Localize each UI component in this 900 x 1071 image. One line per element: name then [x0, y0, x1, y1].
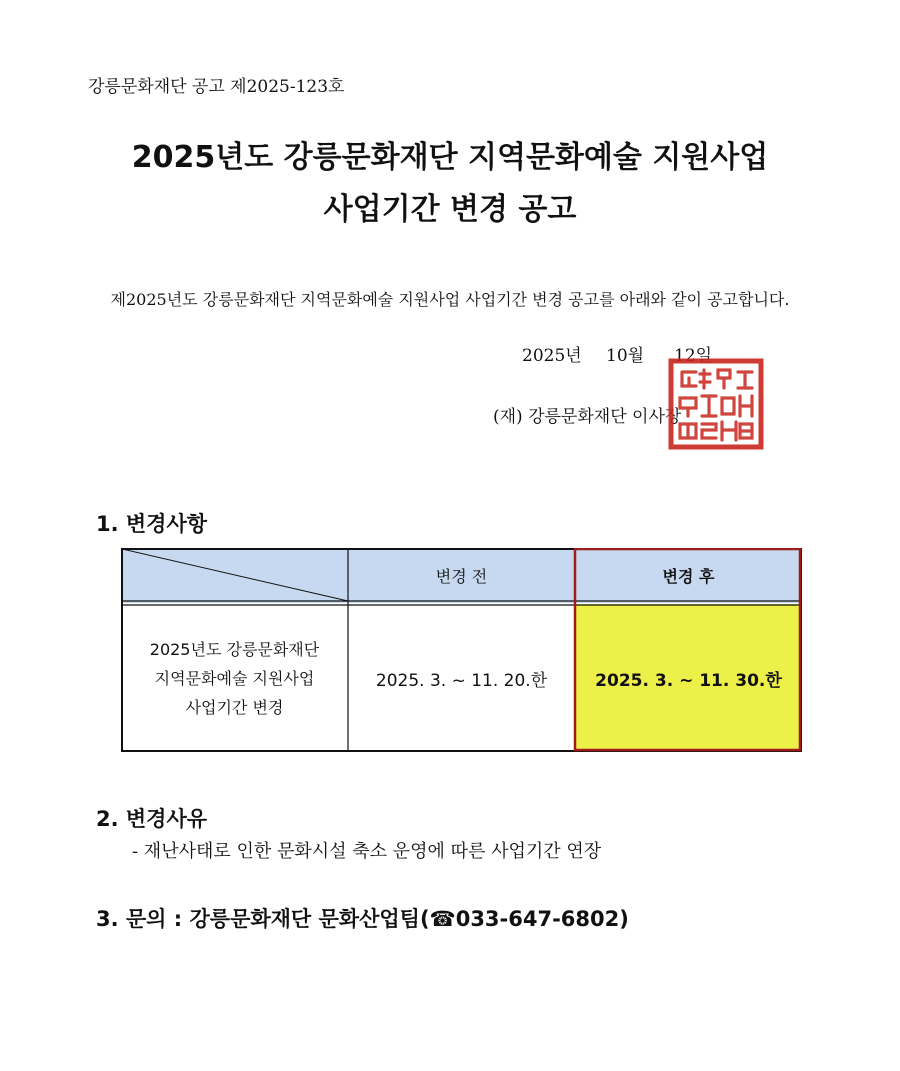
section-change-heading: 1. 변경사항 — [96, 512, 208, 536]
reason-text: - 재난사태로 인한 문화시설 축소 운영에 따른 사업기간 연장 — [132, 841, 602, 862]
date-month: 10월 — [606, 346, 645, 366]
document-number: 강릉문화재단 공고 제2025-123호 — [88, 77, 345, 97]
title-line-2: 사업기간 변경 공고 — [323, 192, 577, 227]
change-table — [121, 548, 802, 752]
intro-text: 제2025년도 강릉문화재단 지역문화예술 지원사업 사업기간 변경 공고를 아래와 같이 공고합니다. — [110, 290, 790, 309]
section-reason-heading: 2. 변경사유 — [96, 807, 208, 831]
contact-line: 3. 문의 : 강릉문화재단 문화산업팀(☎033-647-6802) — [96, 907, 629, 931]
header-after: 변경 후 — [662, 567, 715, 586]
header-before: 변경 전 — [435, 567, 488, 586]
item-line-2: 지역문화예술 지원사업 — [154, 668, 315, 688]
item-line-1: 2025년도 강릉문화재단 — [149, 639, 320, 659]
date-year: 2025년 — [522, 346, 582, 366]
change-item-cell — [121, 604, 348, 752]
before-value: 2025. 3. ~ 11. 20.한 — [375, 670, 548, 691]
official-seal-icon — [668, 358, 764, 450]
title-line-1: 2025년도 강릉문화재단 지역문화예술 지원사업 — [131, 140, 769, 175]
after-value: 2025. 3. ~ 11. 30.한 — [595, 670, 782, 691]
issuer-name: (재) 강릉문화재단 이사장 — [493, 407, 682, 427]
date-day: 12일 — [674, 346, 713, 366]
item-line-3: 사업기간 변경 — [185, 697, 284, 717]
